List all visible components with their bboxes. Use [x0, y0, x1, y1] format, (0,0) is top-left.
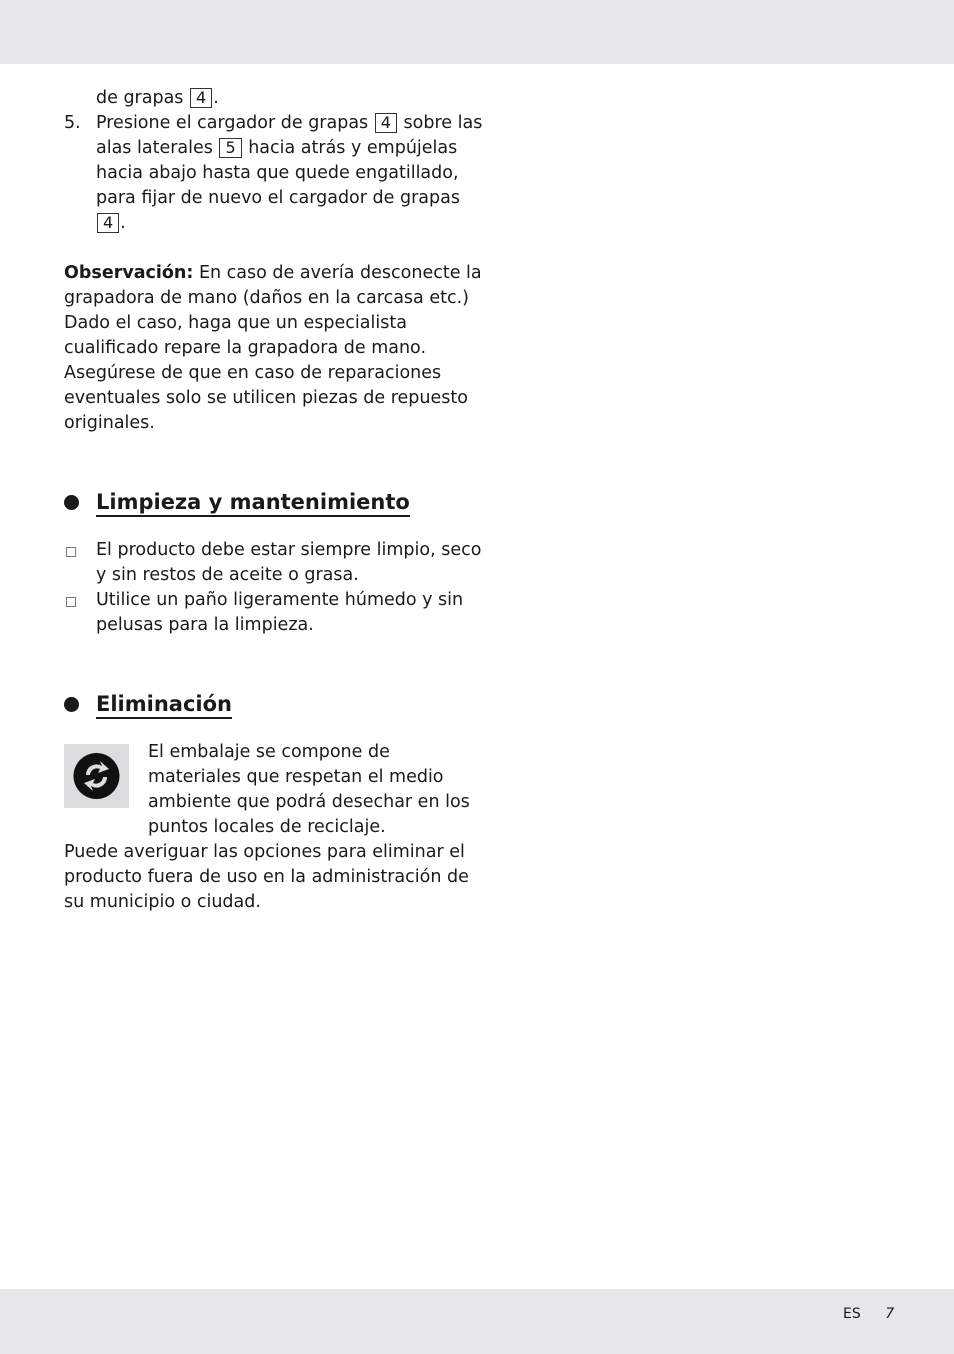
bullet-dot-icon [64, 697, 79, 712]
page-number: 7 [885, 1306, 895, 1322]
green-dot-recycling-icon [64, 744, 129, 808]
cleaning-list [64, 538, 484, 638]
note-text: En caso de avería desconecte la grapadora de mano (daños en la carcasa etc.) Dado el caso, haga que un especialista cualificado repare la grapadora de mano. Asegúrese de que en caso de reparaciones eventuales solo se utilicen piezas de repuesto originales. [64, 263, 482, 433]
checkbox-square-icon [66, 547, 76, 557]
checkbox-square-icon [66, 597, 76, 607]
list-item: El producto debe estar siempre limpio, seco y sin restos de aceite o grasa. [64, 538, 484, 588]
step-number: 5. [64, 113, 81, 133]
bullet-dot-icon [64, 495, 79, 510]
section-heading-disposal: Eliminación [64, 690, 484, 718]
top-banner [0, 0, 954, 64]
part-ref-box: 4 [190, 88, 212, 108]
language-code: ES [843, 1306, 861, 1322]
step-continuation: de grapas 4 . [96, 88, 219, 108]
part-ref-box: 4 [375, 113, 397, 133]
disposal-block [64, 740, 484, 840]
note-label: Observación: [64, 263, 194, 283]
note-paragraph [64, 261, 484, 436]
step-5: 5. Presione el cargador de grapas 4 sobre las alas laterales 5 hacia atrás y empújelas hacia abajo hasta que quede engatillado, para fijar de nuevo el cargador de grapas 4 . [64, 113, 483, 233]
part-ref-box: 4 [97, 213, 119, 233]
disposal-text: Puede averiguar las opciones para eliminar el producto fuera de uso en la administración de su municipio o ciudad. [64, 842, 469, 912]
section-heading-cleaning: Limpieza y mantenimiento [64, 488, 484, 516]
part-ref-box: 5 [219, 138, 241, 158]
content-column [64, 86, 484, 915]
page-footer [843, 1306, 894, 1322]
logo-text: El embalaje se compone de materiales que respetan el medio ambiente que podrá desechar en los puntos locales de reciclaje. [148, 742, 470, 837]
bottom-banner [0, 1289, 954, 1354]
list-item: Utilice un paño ligeramente húmedo y sin pelusas para la limpieza. [64, 588, 484, 638]
